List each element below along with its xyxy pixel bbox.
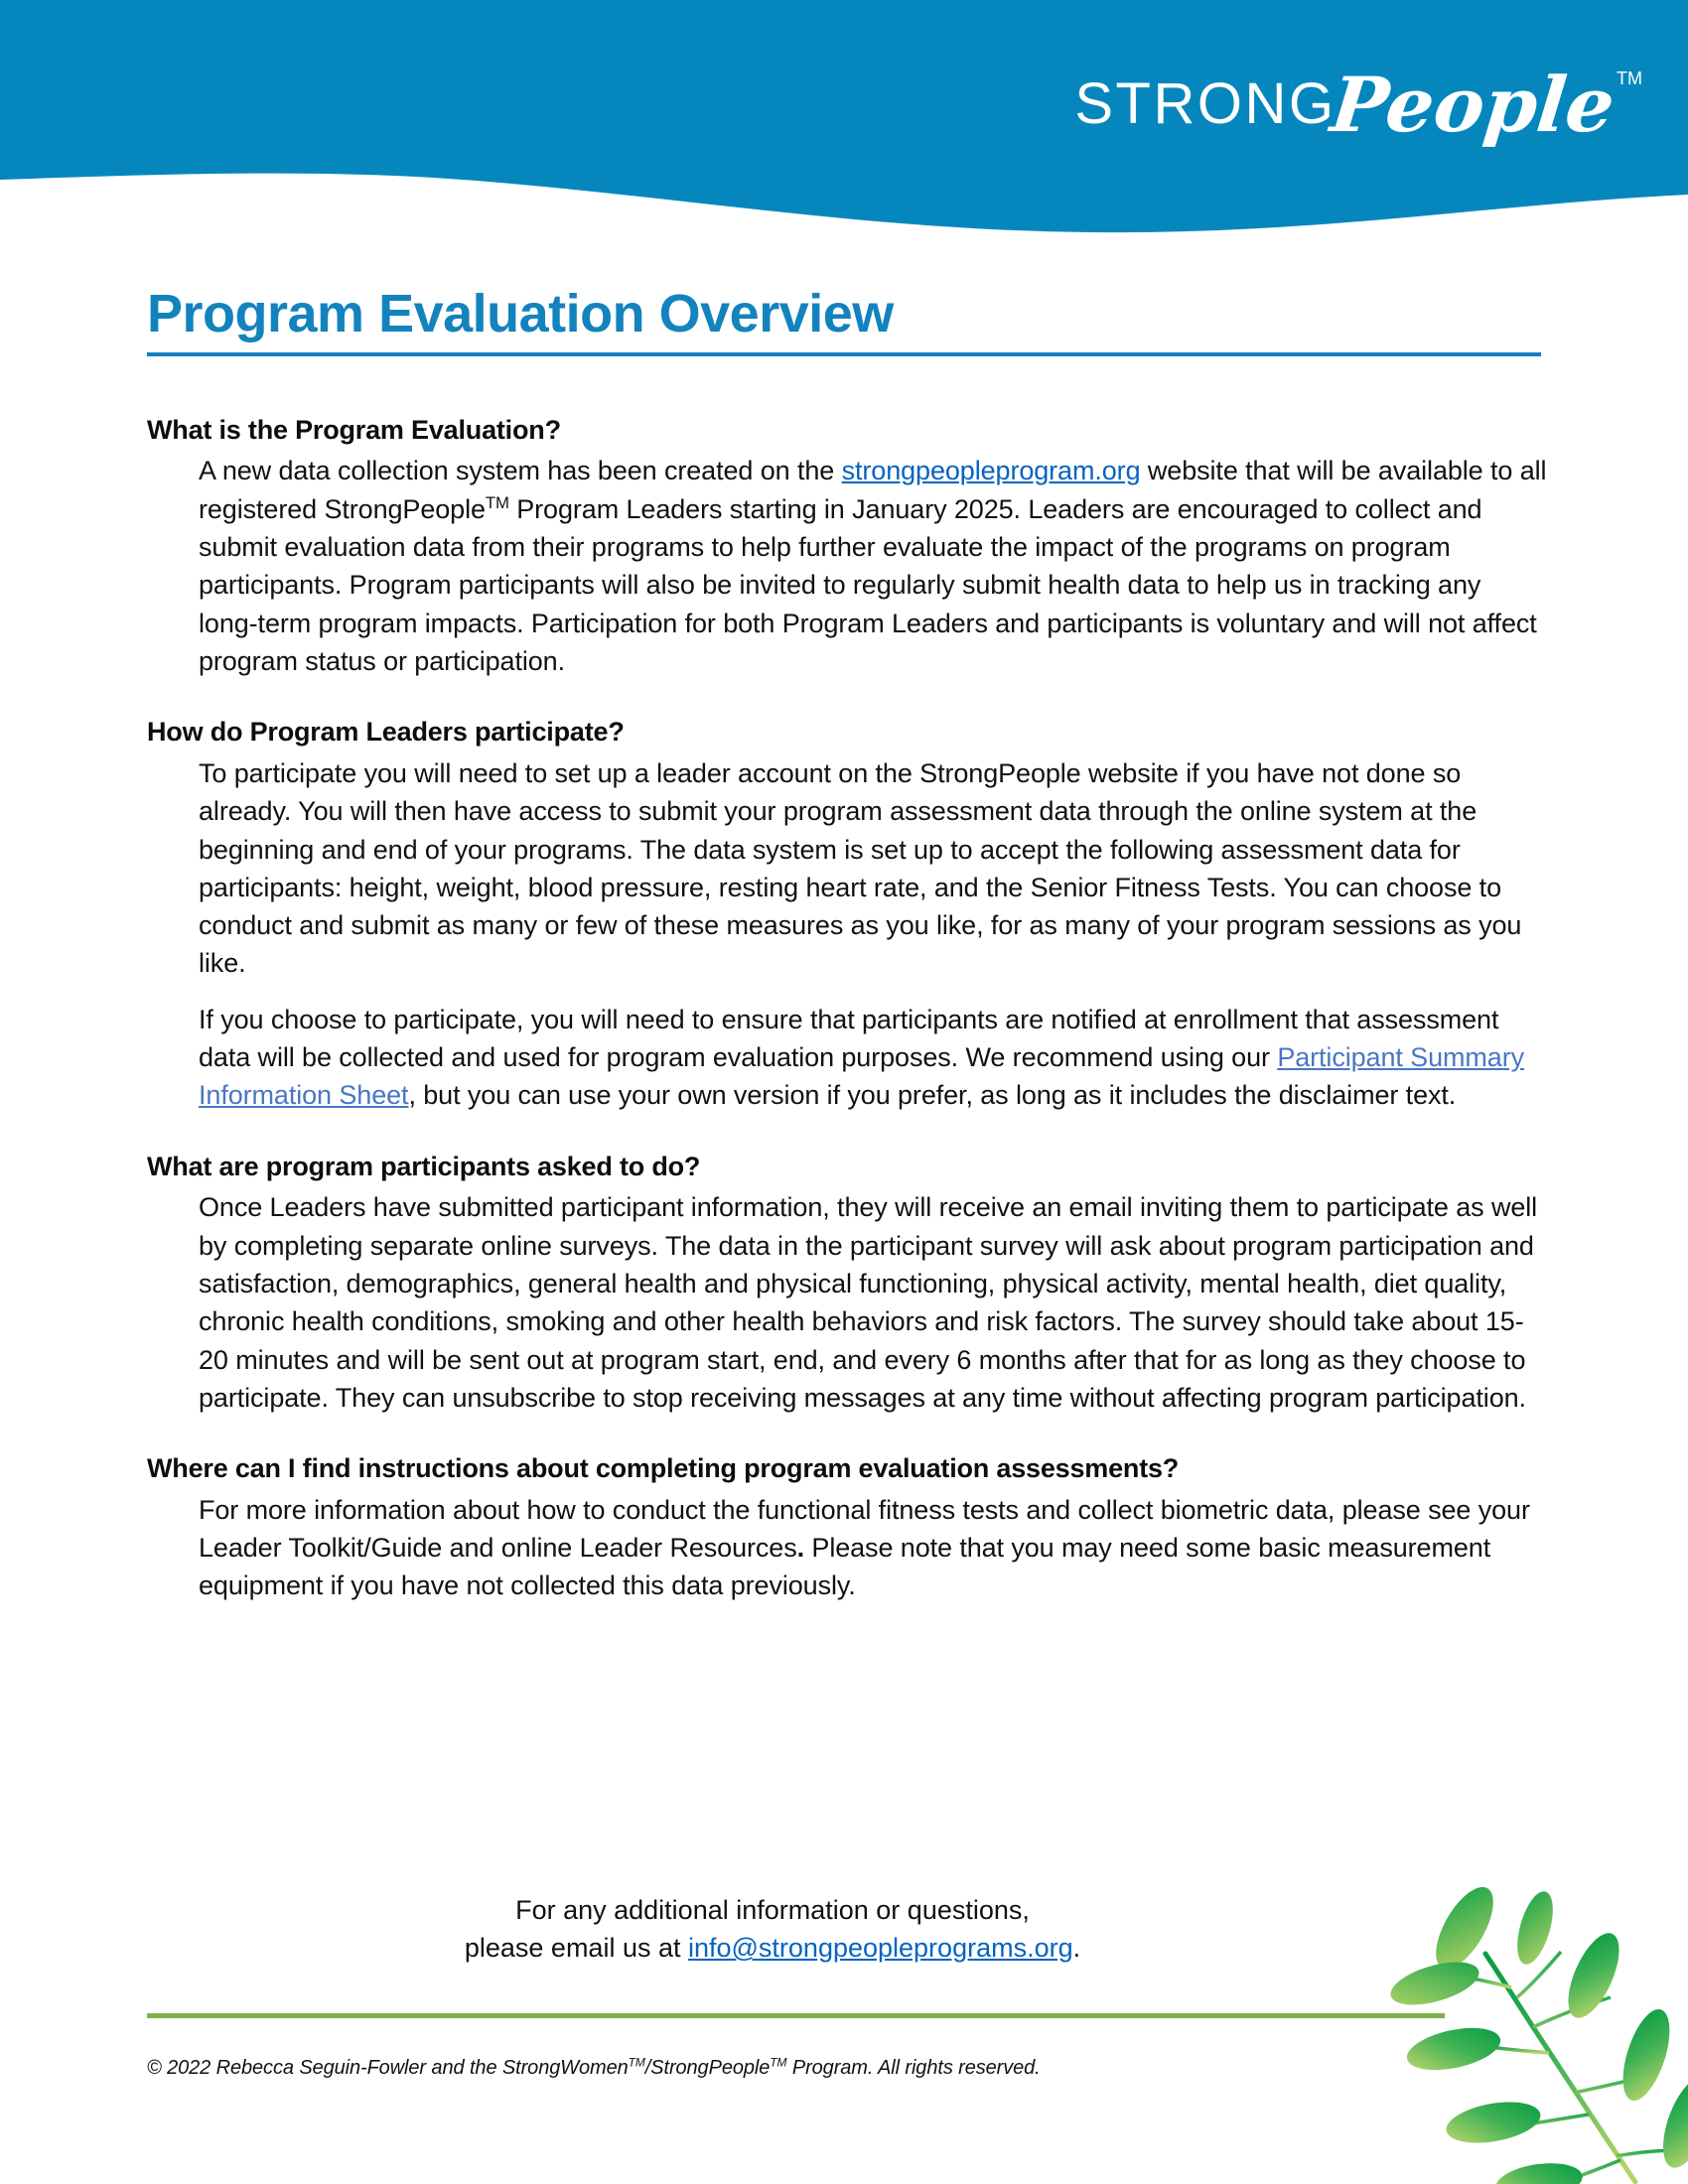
inline-text: Program Leaders starting in January 2025. Leaders are encouraged to collect and submit evaluation data from their programs to help further evaluate the impact of the programs on program participants. Program participants will also be invited to regularly submit health data to help us in tracking any long-term program impacts. Participation for both Program Leaders and participants is voluntary and will not affect program status or participation. xyxy=(199,493,1537,677)
inline-text: , but you can use your own version if you prefer, as long as it includes the disclaimer text. xyxy=(408,1080,1457,1111)
document-body xyxy=(147,412,1547,1639)
logo-people-text: People xyxy=(1327,61,1619,149)
content-section xyxy=(147,714,1547,1114)
logo-trademark-symbol: TM xyxy=(1617,68,1642,88)
content-section xyxy=(147,1149,1547,1417)
section-paragraph xyxy=(199,1001,1547,1115)
section-paragraph xyxy=(199,754,1547,983)
footer-divider-rule xyxy=(147,2013,1445,2018)
inline-text: website that will be available to all registered StrongPeople xyxy=(199,456,1547,524)
contact-email-link[interactable]: info@strongpeopleprograms.org xyxy=(687,1933,1073,1964)
copyright-suffix: Program. All rights reserved. xyxy=(786,2057,1041,2079)
inline-link[interactable]: strongpeopleprogram.org xyxy=(841,456,1141,486)
strongpeople-logo xyxy=(1074,48,1642,149)
closing-email-suffix: . xyxy=(1072,1933,1081,1964)
section-heading: How do Program Leaders participate? xyxy=(147,717,625,748)
copyright-notice xyxy=(147,2057,1041,2080)
content-section xyxy=(147,1450,1547,1604)
section-heading: What is the Program Evaluation? xyxy=(147,415,561,445)
header-banner xyxy=(0,0,1688,238)
closing-block xyxy=(147,1891,1398,1968)
content-section xyxy=(147,412,1547,680)
trademark-sup: TM xyxy=(485,492,509,512)
trademark-sup-2: TM xyxy=(770,2055,787,2070)
page-title: Program Evaluation Overview xyxy=(147,284,894,343)
leaf-branch-decoration xyxy=(1390,1866,1688,2184)
section-paragraph xyxy=(199,1491,1547,1605)
section-paragraph xyxy=(199,452,1547,680)
copyright-separator: /StrongPeople xyxy=(644,2057,771,2079)
title-block xyxy=(147,286,1541,356)
closing-email-prefix: please email us at xyxy=(464,1933,688,1964)
copyright-prefix: © 2022 Rebecca Seguin-Fowler and the StrongWomen xyxy=(147,2057,629,2079)
inline-text: If you choose to participate, you will need to ensure that participants are notified at enrollment that assessment data will be collected and used for program evaluation purposes. We recommend using our xyxy=(199,1004,1499,1073)
inline-bold: . xyxy=(796,1532,805,1563)
closing-line-1: For any additional information or questions, xyxy=(515,1895,1030,1925)
section-heading: What are program participants asked to do? xyxy=(147,1151,701,1181)
trademark-sup-1: TM xyxy=(628,2055,645,2070)
inline-link[interactable]: Participant Summary Information Sheet xyxy=(199,1042,1524,1111)
inline-text: Please note that you may need some basic measurement equipment if you have not collected this data previously. xyxy=(199,1532,1491,1601)
inline-text: Once Leaders have submitted participant information, they will receive an email inviting them to participate as well by completing separate online surveys. The data in the participant survey will ask about program participation and satisfaction, demographics, general health and physical functioning, physical activity, mental health, diet quality, chronic health conditions, smoking and other health behaviors and risk factors. The survey should take about 15-20 minutes and will be sent out at program start, end, and every 6 months after that for as long as they choose to participate. They can unsubscribe to stop receiving messages at any time without affecting program participation. xyxy=(199,1192,1538,1413)
section-heading: Where can I find instructions about completing program evaluation assessments? xyxy=(147,1453,1180,1484)
section-paragraph xyxy=(199,1188,1547,1417)
title-underline-rule xyxy=(147,352,1541,356)
leaf-branch-icon xyxy=(1390,1866,1688,2184)
inline-text: To participate you will need to set up a leader account on the StrongPeople website if you have not done so already. You will then have access to submit your program assessment data through the online system at the beginning and end of your programs. The data system is set up to accept the following assessment data for participants: height, weight, blood pressure, resting heart rate, and the Senior Fitness Tests. You can choose to conduct and submit as many or few of these measures as you like, for as many of your program sessions as you like. xyxy=(199,757,1522,979)
closing-line-2 xyxy=(147,1929,1398,1967)
logo-strong-text: STRONG xyxy=(1074,71,1336,136)
inline-text: A new data collection system has been created on the xyxy=(199,456,842,486)
inline-text: For more information about how to conduct the functional fitness tests and collect biometric data, please see your Leader Toolkit/Guide and online Leader Resources xyxy=(199,1494,1530,1563)
